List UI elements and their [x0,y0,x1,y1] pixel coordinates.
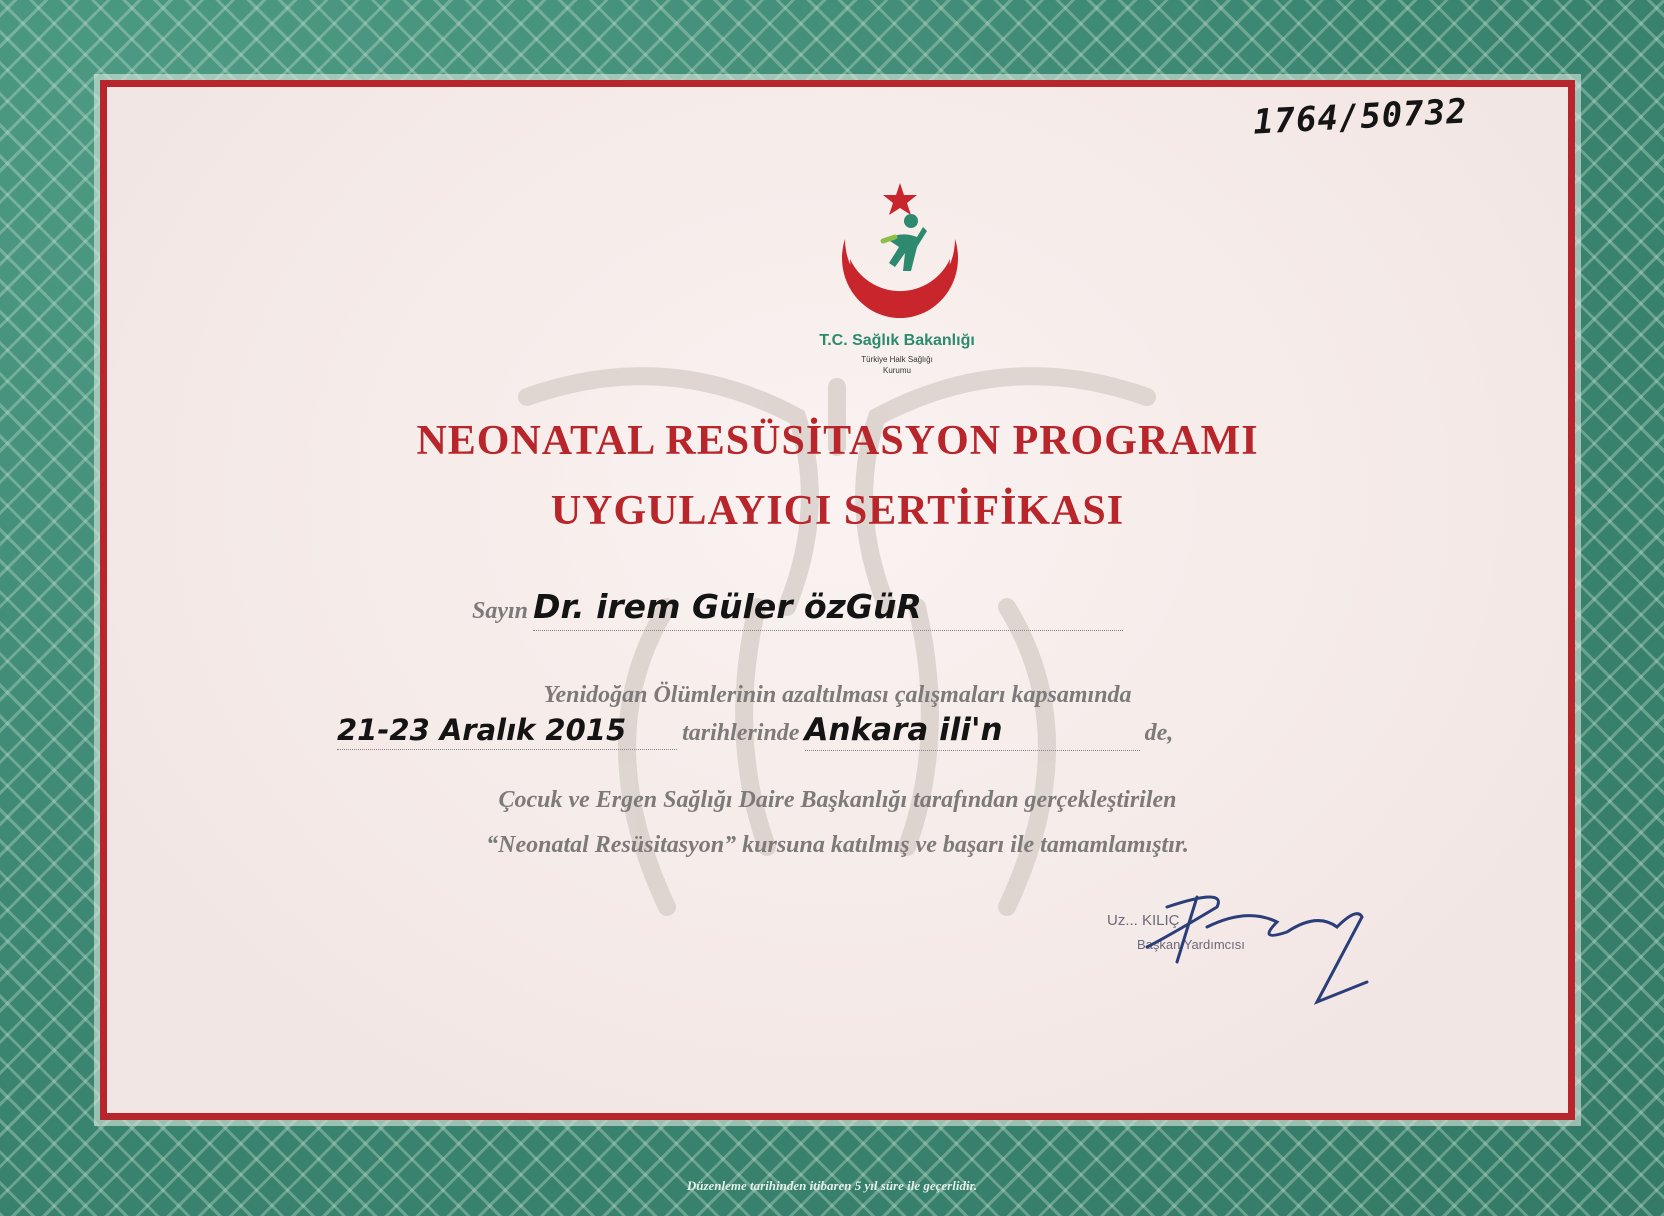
recipient-label: Sayın [472,598,529,624]
validity-footer: Düzenleme tarihinden itibaren 5 yıl süre ile geçerlidir. [686,1178,978,1193]
certificate-title-line1: NEONATAL RESÜSİTASYON PROGRAMI [416,418,1259,464]
place-suffix: de, [1144,720,1174,746]
ministry-name: T.C. Sağlık Bakanlığı [819,332,975,349]
certificate-paper [107,87,1568,1113]
body-line-department: Çocuk ve Ergen Sağlığı Daire Başkanlığı tarafından gerçekleştirilen [498,787,1177,813]
ministry-sub-name [747,354,1047,376]
handwritten-signature [1107,867,1407,1007]
signatory-name: Uz... KILIÇ [1107,912,1180,929]
course-place: Ankara ili'n [805,712,1140,751]
body-line-completion: “Neonatal Resüsitasyon” kursuna katılmış ve başarı ile tamamlamıştır. [486,832,1189,858]
date-place-row [337,712,1337,751]
recipient-name: Dr. irem Güler özGüR [533,587,1123,631]
dates-label: tarihlerinde [682,720,800,746]
serial-number: 1764/50732 [1252,91,1469,143]
ministry-sub-line1: Türkiye Halk Sağlığı [861,355,933,364]
recipient-row [472,587,1172,631]
certificate-title-line2: UYGULAYICI SERTİFİKASI [550,488,1125,534]
ministry-sub-line2: Kurumu [882,366,911,375]
ministry-name-block [747,332,1047,376]
body-line-purpose: Yenidoğan Ölümlerinin azaltılması çalışmaları kapsamında [543,682,1132,708]
course-dates: 21-23 Aralık 2015 [337,713,677,750]
red-frame [100,80,1575,1120]
signatory-role: Başkan Yardımcısı [1137,937,1245,952]
